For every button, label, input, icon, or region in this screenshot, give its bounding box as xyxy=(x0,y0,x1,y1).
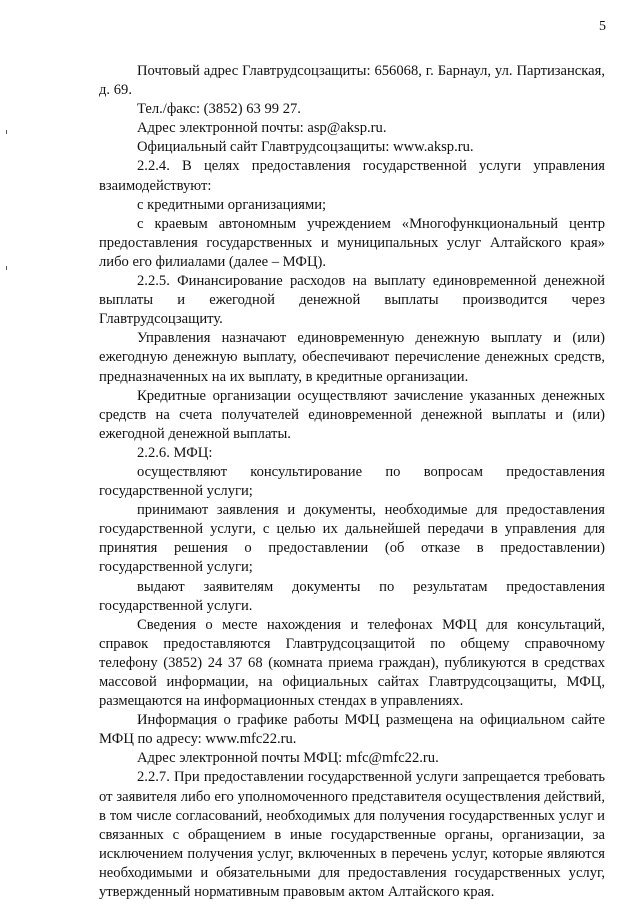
paragraph-credit-orgs-transfer: Кредитные организации осуществляют зачисление указанных денежных средств на счета получателей единовременной денежной выплаты и (или) ежегодной денежной выплаты. xyxy=(99,387,605,442)
paragraph-phone-fax: Тел./факс: (3852) 63 99 27. xyxy=(137,101,301,118)
paragraph-section-2-2-7: 2.2.7. При предоставлении государственной услуги запрещается требовать от заявителя либо его уполномоченного представителя осуществления действий, в том числе согласований, необходимых для получения государственных услуг и связанных с обращением в иные государственные органы, организации, за исключением получения услуг, включенных в перечень услуг, которые являются необходимыми и обязательными для предоставления государственных услуг, утвержденный нормативным правовым актом Алтайского края. xyxy=(99,769,605,901)
paragraph-departments-assign: Управления назначают единовременную денежную выплату и (или) ежегодную денежную выплату, обеспечивают перечисление денежных средств, предназначенных на их выплату, в кредитные организации. xyxy=(99,330,605,385)
paragraph-mfc-schedule: Информация о графике работы МФЦ размещена на официальном сайте МФЦ по адресу: www.mfc22.ru. xyxy=(99,712,605,748)
paragraph-section-2-2-4: 2.2.4. В целях предоставления государственной услуги управления взаимодействуют: xyxy=(99,158,605,194)
paragraph-mfc-issue: выдают заявителям документы по результатам предоставления государственной услуги. xyxy=(99,578,605,614)
paragraph-postal-address: Почтовый адрес Главтрудсоцзащиты: 656068, г. Барнаул, ул. Партизанская, д. 69. xyxy=(99,63,605,99)
document-body xyxy=(99,62,605,902)
paragraph-section-2-2-6: 2.2.6. МФЦ: xyxy=(137,444,213,461)
page-number: 5 xyxy=(599,19,606,34)
paragraph-mfc-consulting: осуществляют консультирование по вопросам предоставления государственной услуги; xyxy=(99,463,605,500)
paragraph-credit-orgs: с кредитными организациями; xyxy=(137,196,327,213)
paragraph-mfc-definition: с краевым автономным учреждением «Многофункциональный центр предоставления государственных и муниципальных услуг Алтайского края» либо его филиалами (далее – МФЦ). xyxy=(99,215,605,270)
paragraph-mfc-accept: принимают заявления и документы, необходимые для предоставления государственной услуги, с целью их дальнейшей передачи в управления для принятия решения о предоставлении (об отказе в предоставлении) государственной услуги; xyxy=(99,502,605,576)
paragraph-mfc-email: Адрес электронной почты МФЦ: mfc@mfc22.ru. xyxy=(137,750,439,767)
scan-mark xyxy=(6,130,7,134)
paragraph-section-2-2-5: 2.2.5. Финансирование расходов на выплату единовременной денежной выплаты и ежегодной денежной выплаты производится через Главтрудсоцзащиту. xyxy=(99,273,605,328)
paragraph-email: Адрес электронной почты: asp@aksp.ru. xyxy=(137,120,387,137)
scan-mark xyxy=(6,266,7,270)
paragraph-mfc-contacts: Сведения о месте нахождения и телефонах МФЦ для консультаций, справок предоставляются Главтрудсоцзащитой по общему справочному телефону (3852) 24 37 68 (комната приема граждан), публикуются в средствах массовой информации, на официальных сайтах Главтрудсоцзащиты, МФЦ, размещаются на информационных стендах в управлениях. xyxy=(99,616,605,710)
paragraph-website: Официальный сайт Главтрудсоцзащиты: www.aksp.ru. xyxy=(137,139,474,156)
